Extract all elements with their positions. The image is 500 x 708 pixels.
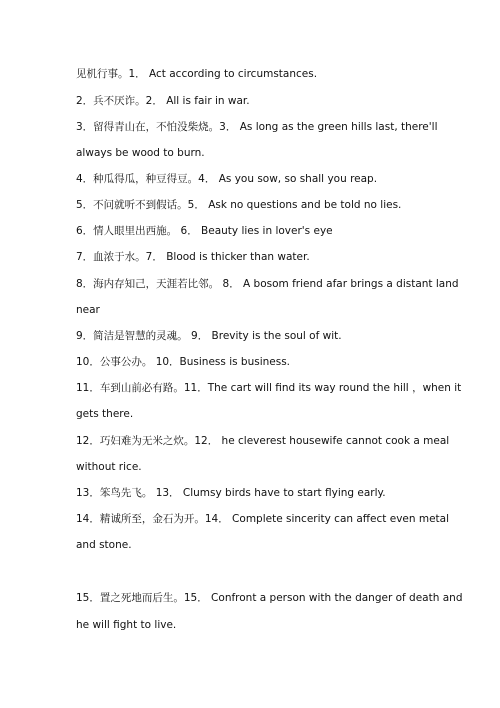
- text-line: 6．情人眼里出西施。 6． Beauty lies in lover's eye: [76, 225, 333, 237]
- text-line: 见机行事。1． Act according to circumstances.: [76, 68, 318, 80]
- text-line: 14．精诚所至，金石为开。14． Complete sincerity can affect even metal: [76, 513, 450, 525]
- text-line: 13．笨鸟先飞。 13． Clumsy birds have to start flying early.: [76, 487, 386, 499]
- text-line: always be wood to burn.: [76, 147, 205, 159]
- text-line: 10．公事公办。 10．Business is business.: [76, 356, 291, 368]
- text-line: 11．车到山前必有路。11．The cart will find its way round the hill ，when it: [76, 382, 462, 394]
- text-line: gets there.: [76, 408, 134, 420]
- text-line: 5．不问就听不到假话。5． Ask no questions and be told no lies.: [76, 199, 402, 211]
- text-line: 7．血浓于水。7． Blood is thicker than water.: [76, 251, 310, 263]
- text-line: 4．种瓜得瓜，种豆得豆。4． As you sow, so shall you reap.: [76, 173, 378, 185]
- text-line: 12．巧妇难为无米之炊。12． he cleverest housewife cannot cook a meal: [76, 435, 450, 447]
- text-line: without rice.: [76, 461, 142, 473]
- text-line: 3．留得青山在，不怕没柴烧。3． As long as the green hills last, there'll: [76, 121, 438, 133]
- text-line: 2．兵不厌诈。2． All is fair in war.: [76, 95, 250, 107]
- text-line: 9．简洁是智慧的灵魂。 9． Brevity is the soul of wit.: [76, 330, 342, 342]
- text-line: he will fight to live.: [76, 619, 177, 631]
- text-line: 8．海内存知己，天涯若比邻。 8． A bosom friend afar brings a distant land: [76, 278, 459, 290]
- text-line: and stone.: [76, 539, 132, 551]
- text-line: 15．置之死地而后生。15． Confront a person with the danger of death and: [76, 592, 463, 604]
- text-line: near: [76, 304, 100, 316]
